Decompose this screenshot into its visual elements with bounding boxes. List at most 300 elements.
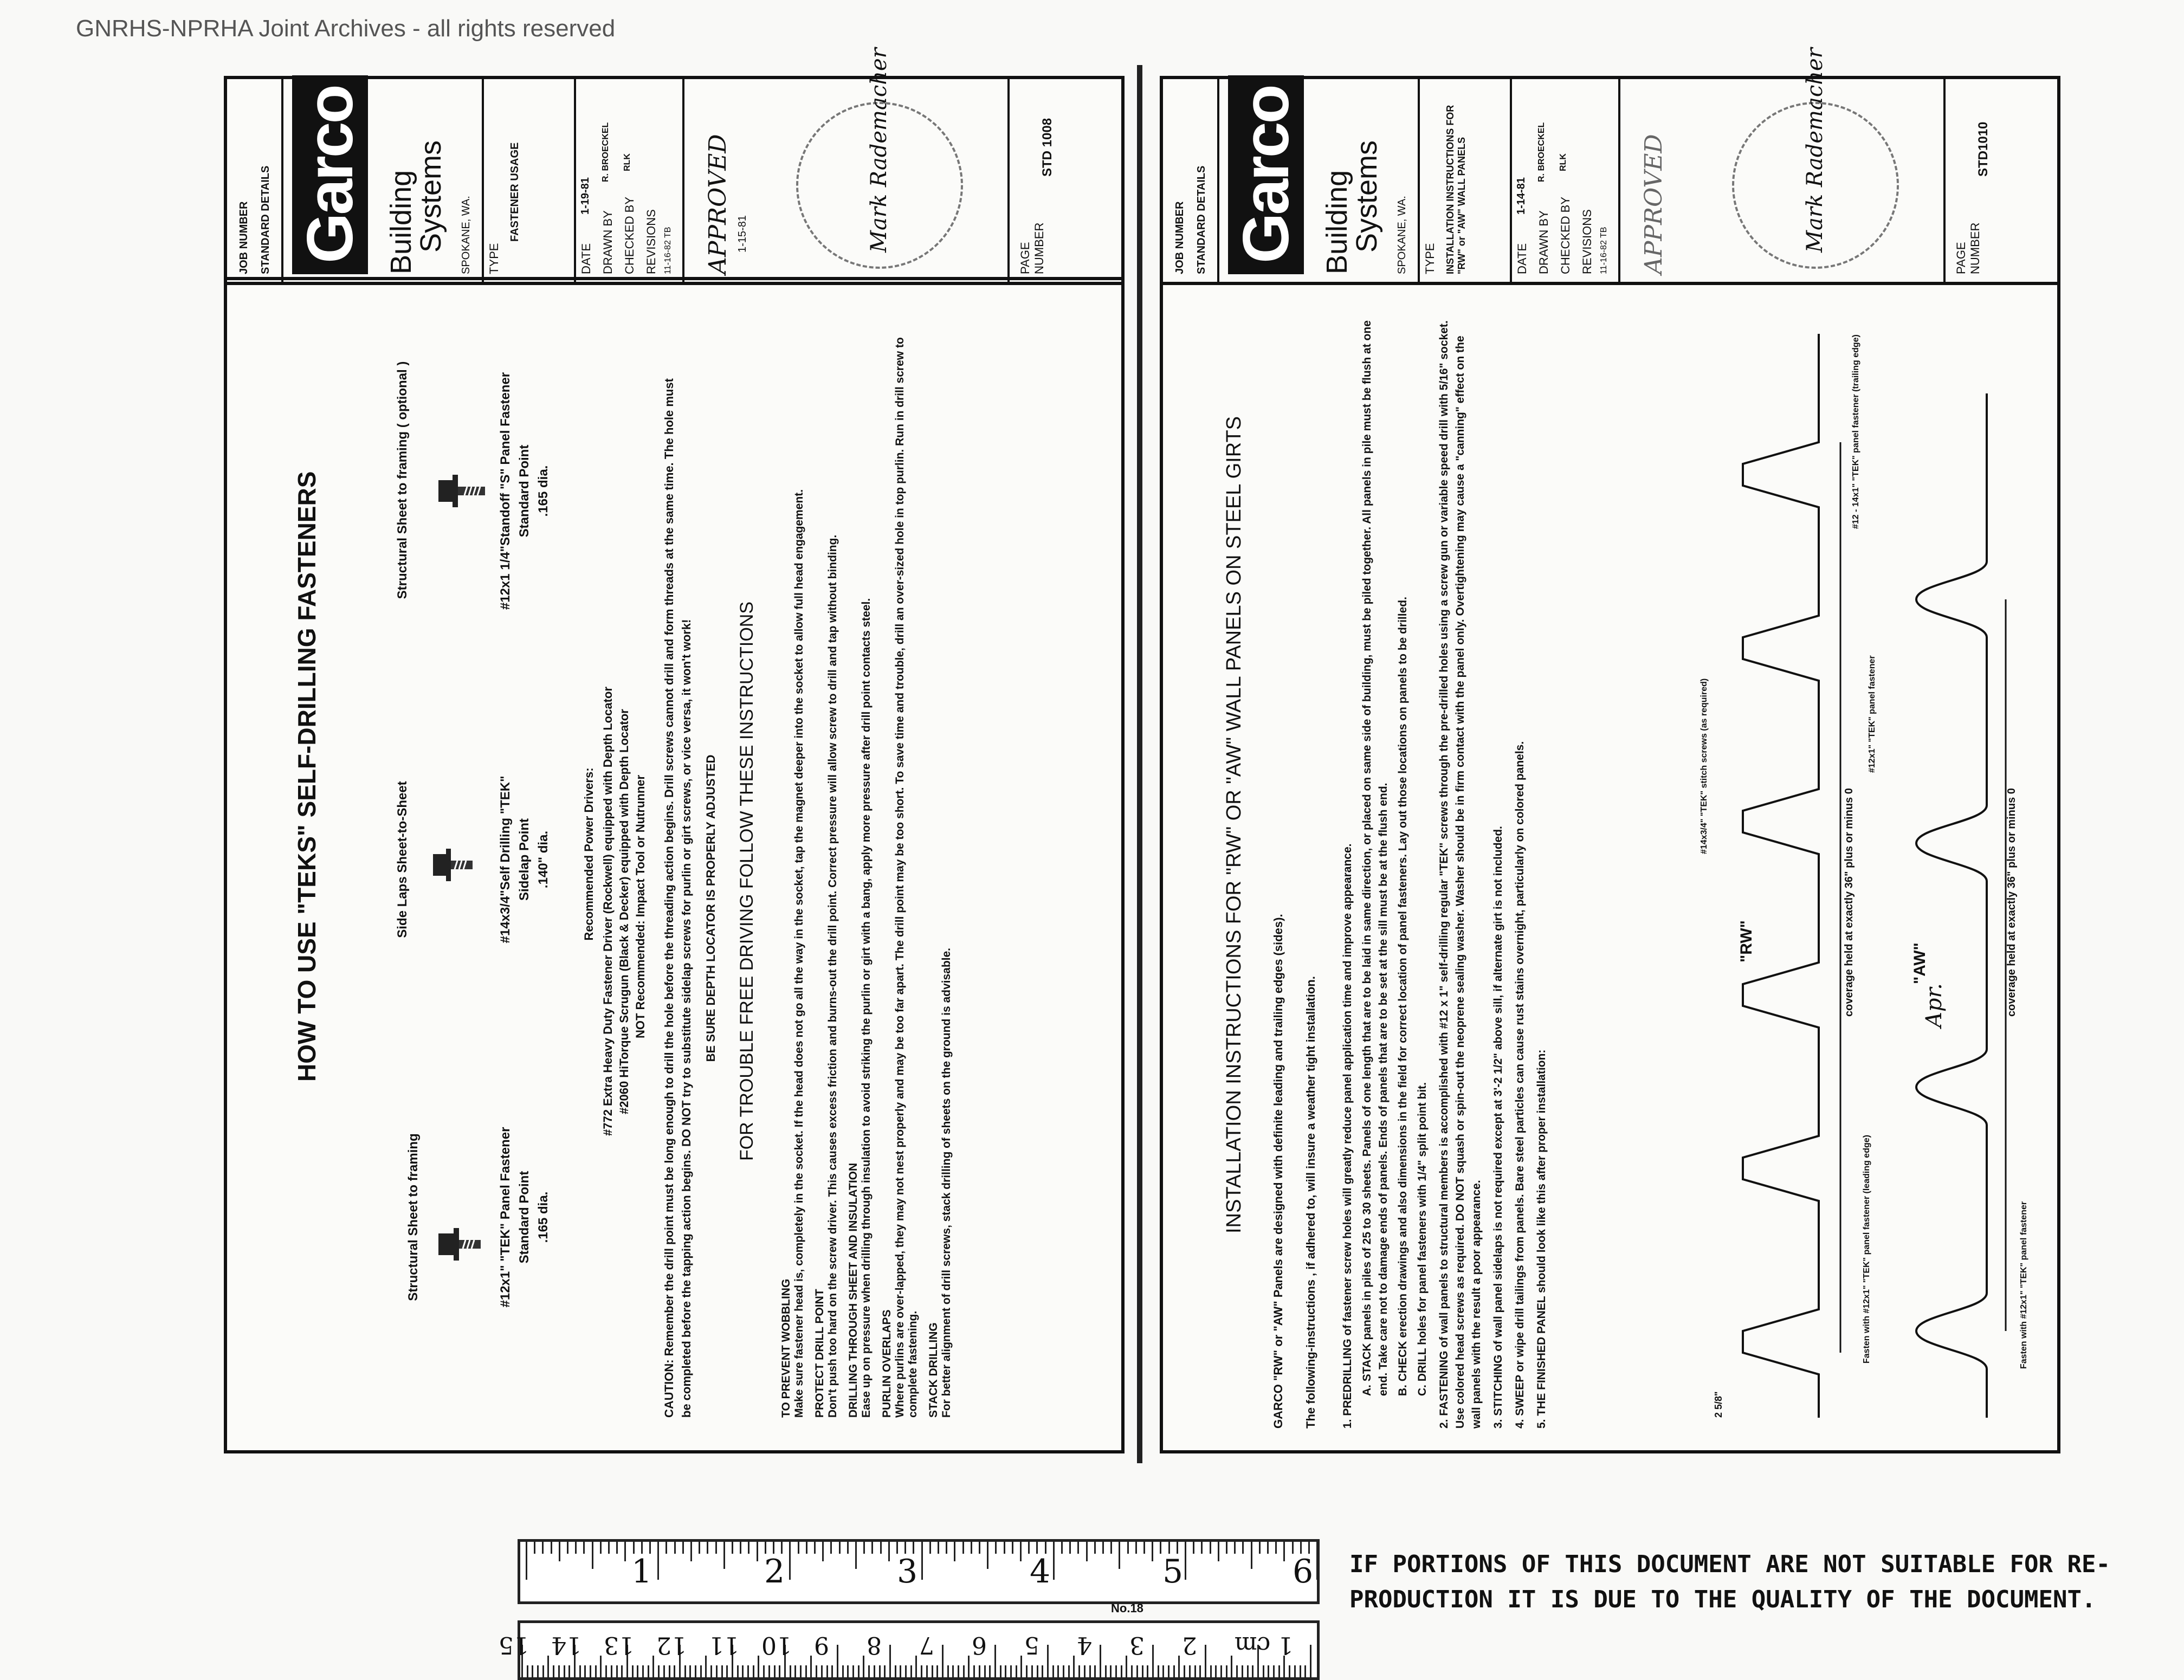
standard-details-label: STANDARD DETAILS xyxy=(1196,165,1207,274)
cm-tick xyxy=(590,1665,591,1677)
cm-tick xyxy=(910,1665,912,1677)
revisions-label: REVISIONS xyxy=(644,209,658,274)
cm-labels xyxy=(499,1631,1314,1664)
cm-tick xyxy=(984,1665,986,1677)
step-text: DRILL holes for panel fasteners with 1/4" split point bit. xyxy=(1416,1082,1429,1382)
inch-tick xyxy=(1283,1542,1285,1561)
inch-tick xyxy=(855,1542,857,1569)
standoff-screw-icon xyxy=(433,453,493,529)
inch-label-2: 2 xyxy=(764,1553,785,1591)
cm-label: 13 xyxy=(604,1631,634,1659)
cm-tick xyxy=(1094,1665,1096,1677)
cm-tick xyxy=(1268,1665,1269,1677)
notice-line-1: IF PORTIONS OF THIS DOCUMENT ARE NOT SUITABLE FOR RE- xyxy=(1349,1550,2110,1578)
inch-tick xyxy=(987,1542,988,1569)
cm-tick xyxy=(542,1665,544,1677)
cm-tick xyxy=(1162,1665,1164,1677)
signature: Mark Rademacher xyxy=(867,48,891,253)
rw-stitch: #14x3/4" "TEK" stitch screws (as required) xyxy=(1700,678,1709,854)
inch-tick xyxy=(608,1542,610,1554)
cm-tick xyxy=(1278,1665,1280,1677)
cm-tick xyxy=(774,1665,776,1677)
cm-tick xyxy=(753,1665,754,1677)
cm-tick xyxy=(847,1665,849,1677)
inch-tick xyxy=(1077,1542,1079,1554)
cm-label: 15 xyxy=(499,1631,529,1659)
inch-label-1: 1 xyxy=(631,1553,652,1591)
inch-tick xyxy=(592,1542,593,1569)
type-value: FASTENER USAGE xyxy=(509,142,521,242)
cm-tick xyxy=(605,1665,607,1677)
inch-tick xyxy=(971,1542,972,1554)
cm-tick xyxy=(1063,1665,1064,1677)
inch-tick xyxy=(1275,1542,1277,1554)
checked-by-label: CHECKED BY xyxy=(1559,196,1572,274)
cm-label: 1 cm xyxy=(1235,1631,1294,1659)
fastener-use-3: Structural Sheet to framing ( optional ) xyxy=(395,361,410,599)
cm-tick xyxy=(805,1665,807,1677)
left-title-block-area xyxy=(227,48,1121,285)
fastener-name-2: #14x3/4"Self Drilling "TEK" xyxy=(498,776,513,944)
building-label: Building xyxy=(1321,170,1353,274)
inch-tick xyxy=(1168,1542,1170,1554)
garco-logo: Garco xyxy=(292,75,368,274)
fastener-dia-1: .165 dia. xyxy=(536,1191,551,1243)
instructions-list xyxy=(774,334,953,1418)
cm-tick xyxy=(1016,1665,1017,1677)
inch-tick xyxy=(723,1542,725,1569)
cm-tick xyxy=(726,1665,728,1677)
cm-tick xyxy=(669,1665,670,1677)
step-text: STITCHING of wall panel sidelaps is not required except at 3'-2 1/2" above sill, if alternate girt is not included. xyxy=(1492,826,1504,1416)
drawn-by-value: R. BROECKEL xyxy=(601,122,610,182)
inch-tick xyxy=(1110,1542,1112,1554)
building-label: Building xyxy=(385,170,417,274)
inch-tick xyxy=(1300,1542,1302,1554)
inch-tick xyxy=(1069,1542,1071,1554)
inch-tick xyxy=(633,1542,635,1554)
intro-1: GARCO "RW" or "AW" Panels are designed with definite leading and trailing edges (sides). xyxy=(1271,914,1285,1429)
inch-tick xyxy=(896,1542,898,1554)
cm-tick xyxy=(1010,1665,1012,1677)
instruction-text: Make sure fastener head is, completely in the socket. If the head does not go all the way in the socket, tap the magnet deeper into the socket to allow full head engagement. xyxy=(793,489,805,1418)
instruction-heading: PURLIN OVERLAPS xyxy=(881,1309,893,1418)
inch-tick xyxy=(1210,1542,1211,1554)
fastener-dia-2: .140" dia. xyxy=(536,830,551,889)
inch-tick xyxy=(789,1542,791,1580)
cm-tick xyxy=(1110,1665,1112,1677)
inch-tick xyxy=(699,1542,700,1554)
inch-tick xyxy=(641,1542,643,1554)
inch-tick xyxy=(1045,1542,1046,1554)
instruction-heading: PROTECT DRILL POINT xyxy=(813,1289,826,1418)
cm-tick xyxy=(642,1665,644,1677)
cm-label: 5 xyxy=(1024,1631,1039,1659)
right-drawing-area xyxy=(1163,282,2057,1450)
inch-tick xyxy=(567,1542,568,1554)
cm-tick xyxy=(1057,1665,1059,1677)
cm-tick xyxy=(794,1665,796,1677)
aw-panel-profile xyxy=(1884,307,2014,1418)
inch-tick xyxy=(748,1542,749,1554)
signature: Mark Rademacher xyxy=(1802,48,1827,253)
cm-label: 10 xyxy=(761,1631,792,1659)
inch-tick xyxy=(1004,1542,1005,1554)
right-drawing-sheet xyxy=(1160,48,2060,1453)
fastener-point-1: Standard Point xyxy=(517,1171,532,1264)
cm-tick xyxy=(621,1665,623,1677)
cm-tick xyxy=(1042,1665,1043,1677)
step-text: PREDRILLING of fastener screw holes will greatly reduce panel application time and improve appearance. xyxy=(1341,843,1354,1416)
type-label: TYPE xyxy=(1423,243,1437,274)
fastener-use-2: Side Laps Sheet-to-Sheet xyxy=(395,781,410,938)
fastener-dia-3: .165 dia. xyxy=(536,465,551,517)
cm-tick xyxy=(800,1665,802,1677)
inch-ruler xyxy=(518,1539,1320,1604)
cm-tick xyxy=(1199,1665,1201,1677)
cm-tick xyxy=(1089,1665,1091,1677)
intro-2: The following-instructions , if adhered to, will insure a weather tight installation. xyxy=(1304,976,1317,1429)
cm-tick xyxy=(1226,1665,1227,1677)
inch-label-6: 6 xyxy=(1293,1553,1314,1591)
type-label: TYPE xyxy=(487,243,501,274)
cm-tick xyxy=(1215,1665,1217,1677)
cm-tick xyxy=(926,1665,928,1677)
location-label: SPOKANE, WA. xyxy=(1396,196,1408,274)
cm-tick xyxy=(595,1665,597,1677)
right-title-block-area xyxy=(1163,48,2057,285)
fastener-use-1: Structural Sheet to framing xyxy=(406,1133,421,1301)
cm-tick xyxy=(584,1665,586,1677)
cm-tick xyxy=(648,1665,649,1677)
inch-tick xyxy=(839,1542,841,1554)
inch-tick xyxy=(1193,1542,1194,1554)
step-text: SWEEP or wipe drill tailings from panels. Bare steel particles can cause rust stains overnight, particularly on colored panels. xyxy=(1514,741,1526,1416)
aw-label: "AW" xyxy=(1911,942,1929,984)
inch-tick xyxy=(1036,1542,1038,1554)
instruction-text: Don't push too hard on the screw driver. This causes excess friction and burns-out the drill point. Correct pressure will allow screw to drill and tap without binding. xyxy=(826,534,839,1418)
cm-tick xyxy=(1263,1665,1264,1677)
cm-tick xyxy=(616,1665,618,1677)
rw-dim: 2 5/8" xyxy=(1713,1391,1724,1418)
cm-tick xyxy=(1173,1665,1175,1677)
tek-screw-icon xyxy=(433,1206,487,1282)
cm-tick xyxy=(763,1665,765,1677)
job-number-label: JOB NUMBER xyxy=(238,201,250,274)
fastener-name-1: #12x1" "TEK" Panel Fastener xyxy=(498,1127,513,1308)
inch-tick xyxy=(1094,1542,1096,1554)
cm-tick xyxy=(1026,1665,1028,1677)
left-drawing-sheet xyxy=(224,48,1125,1453)
cm-label: 3 xyxy=(1129,1631,1145,1659)
inch-tick xyxy=(1201,1542,1203,1554)
step-text: CHECK erection drawings and also dimensions in the field for correct location of panel fasteners. Lay out those locations on panels to be drilled. xyxy=(1397,597,1409,1382)
inch-tick xyxy=(1234,1542,1236,1554)
inch-tick xyxy=(1218,1542,1219,1561)
inch-tick xyxy=(929,1542,931,1554)
cm-tick xyxy=(900,1665,901,1677)
inch-tick xyxy=(781,1542,783,1554)
cm-tick xyxy=(684,1665,686,1677)
cm-tick xyxy=(689,1665,691,1677)
inch-tick xyxy=(946,1542,947,1554)
cm-tick xyxy=(973,1665,975,1677)
cm-tick xyxy=(747,1665,749,1677)
cm-tick xyxy=(721,1665,723,1677)
cm-tick xyxy=(663,1665,665,1677)
cm-tick xyxy=(768,1665,770,1677)
inch-tick xyxy=(624,1542,626,1561)
inch-tick xyxy=(1127,1542,1129,1554)
cm-tick xyxy=(858,1665,860,1677)
inch-tick xyxy=(1259,1542,1261,1554)
inch-tick xyxy=(1292,1542,1294,1554)
drawn-by-label: DRAWN BY xyxy=(1537,210,1550,274)
cm-tick xyxy=(826,1665,828,1677)
cm-label: 6 xyxy=(972,1631,987,1659)
instruction-text: Ease up on pressure when drilling through insulation to avoid striking the purlin or girt with a bang, apply more pressure after drill point contacts steel. xyxy=(860,598,873,1418)
inch-tick xyxy=(806,1542,807,1554)
cm-tick xyxy=(947,1665,949,1677)
cm-tick xyxy=(1068,1665,1070,1677)
cm-tick xyxy=(1078,1665,1080,1677)
date-label: DATE xyxy=(1515,243,1529,274)
cm-tick xyxy=(1147,1665,1148,1677)
inch-tick xyxy=(871,1542,873,1554)
cm-tick xyxy=(737,1665,739,1677)
inch-label-3: 3 xyxy=(897,1553,918,1591)
inch-tick xyxy=(1053,1542,1055,1580)
instruction-heading: DRILLING THROUGH SHEET AND INSULATION xyxy=(847,1162,860,1418)
inch-tick xyxy=(1316,1542,1318,1580)
inch-tick xyxy=(798,1542,799,1554)
cm-tick xyxy=(611,1665,612,1677)
cm-tick xyxy=(1005,1665,1006,1677)
instruction-text: Where purlins are over-lapped, they may not nest properly and may be too far apart. The drill point may be too short. To save time and trouble, drill an over-sized hole in top purlin. Run in drill screw to complete fastening. xyxy=(894,337,919,1418)
cm-tick xyxy=(564,1665,565,1677)
cm-tick xyxy=(1236,1665,1238,1677)
instruction-heading: TO PREVENT WOBBLING xyxy=(780,1278,792,1418)
cm-tick xyxy=(895,1665,896,1677)
inch-tick xyxy=(600,1542,602,1554)
inch-label-4: 4 xyxy=(1030,1553,1051,1591)
inch-tick xyxy=(682,1542,684,1554)
step-number: 2. xyxy=(1438,1419,1450,1429)
cm-tick xyxy=(1252,1665,1253,1677)
inch-tick xyxy=(773,1542,774,1554)
sidelap-screw-icon xyxy=(428,827,482,903)
cm-tick xyxy=(716,1665,718,1677)
inch-tick xyxy=(1185,1542,1186,1580)
inch-tick xyxy=(534,1542,535,1554)
cm-tick xyxy=(1158,1665,1159,1677)
cm-tick xyxy=(790,1665,791,1677)
location-label: SPOKANE, WA. xyxy=(460,196,472,274)
approved-date: 1-15-81 xyxy=(736,215,748,253)
cm-label: 9 xyxy=(814,1631,829,1659)
cm-tick xyxy=(958,1665,959,1677)
inch-tick xyxy=(1152,1542,1153,1561)
trouble-heading: FOR TROUBLE FREE DRIVING FOLLOW THESE INSTRUCTIONS xyxy=(736,601,757,1161)
inch-tick xyxy=(979,1542,980,1554)
cm-tick xyxy=(1105,1665,1107,1677)
inch-tick xyxy=(863,1542,865,1554)
cm-label: 14 xyxy=(551,1631,581,1659)
left-sheet-rotated xyxy=(227,48,1121,1450)
cm-tick xyxy=(1304,1665,1306,1677)
left-title: HOW TO USE "TEKS" SELF-DRILLING FASTENERS xyxy=(293,471,321,1082)
inch-tick xyxy=(847,1542,849,1554)
page-number-value: STD1010 xyxy=(1976,121,1991,177)
standard-details-label: STANDARD DETAILS xyxy=(260,165,272,274)
cm-tick xyxy=(932,1665,933,1677)
type-value: INSTALLATION INSTRUCTIONS FOR "RW" or "AW" WALL PANELS xyxy=(1445,105,1467,274)
inch-tick xyxy=(1119,1542,1120,1569)
inch-tick xyxy=(1143,1542,1145,1554)
cm-tick xyxy=(831,1665,833,1677)
inch-tick xyxy=(526,1542,527,1580)
cm-tick xyxy=(779,1665,780,1677)
cm-tick xyxy=(1289,1665,1290,1677)
rw-panel-profile xyxy=(1710,307,1851,1418)
inch-tick xyxy=(938,1542,939,1554)
cm-tick xyxy=(979,1665,980,1677)
inch-tick xyxy=(1160,1542,1161,1554)
inch-tick xyxy=(1020,1542,1022,1561)
inch-tick xyxy=(1135,1542,1137,1554)
cm-tick xyxy=(632,1665,634,1677)
rw-leading: Fasten with #12x1" "TEK" panel fastener (leading edge) xyxy=(1862,1135,1871,1364)
checked-by-label: CHECKED BY xyxy=(623,196,636,274)
revisions-label: REVISIONS xyxy=(1580,209,1594,274)
cm-tick xyxy=(553,1665,554,1677)
cm-tick xyxy=(952,1665,954,1677)
cm-tick xyxy=(742,1665,744,1677)
inch-tick xyxy=(954,1542,955,1561)
cm-tick xyxy=(879,1665,881,1677)
ruler-model: No.18 xyxy=(1111,1601,1143,1615)
inch-tick xyxy=(921,1542,923,1580)
inch-tick xyxy=(665,1542,667,1554)
step-text: THE FINISHED PANEL should look like this after proper installation: xyxy=(1535,1049,1548,1416)
cm-tick xyxy=(936,1665,938,1677)
systems-label: Systems xyxy=(1351,140,1383,253)
inch-tick xyxy=(542,1542,544,1554)
inch-tick xyxy=(657,1542,659,1580)
aw-coverage: coverage held at exactly 36" plus or minus 0 xyxy=(2006,788,2018,1017)
cm-tick xyxy=(868,1665,870,1677)
cm-tick xyxy=(1052,1665,1054,1677)
inch-tick xyxy=(715,1542,717,1554)
cm-tick xyxy=(1142,1665,1143,1677)
inch-tick xyxy=(690,1542,692,1561)
left-drawing-area xyxy=(227,282,1121,1450)
inch-tick xyxy=(822,1542,824,1561)
inch-tick xyxy=(740,1542,741,1554)
cm-tick xyxy=(1189,1665,1191,1677)
inch-tick xyxy=(551,1542,552,1554)
cm-tick xyxy=(527,1665,528,1677)
cm-label: 2 xyxy=(1182,1631,1197,1659)
cm-tick xyxy=(821,1665,823,1677)
cm-tick xyxy=(1210,1665,1212,1677)
inch-tick xyxy=(1177,1542,1178,1554)
cm-tick xyxy=(1121,1665,1122,1677)
cm-tick xyxy=(658,1665,660,1677)
step-number: 1. xyxy=(1341,1419,1354,1429)
checked-by-value: RLK xyxy=(623,153,632,171)
cm-label: 7 xyxy=(919,1631,934,1659)
cm-label: 12 xyxy=(656,1631,687,1659)
garco-logo: Garco xyxy=(1228,75,1304,274)
driver-3: NOT Recommended: Impact Tool or Nutrunner xyxy=(634,774,647,1038)
cm-tick xyxy=(558,1665,560,1677)
instruction-text: For better alignment of drill screws, stack drilling of sheets on the ground is advisable. xyxy=(940,947,953,1418)
cm-tick xyxy=(1131,1665,1133,1677)
rw-panel-fastener: #12 - 14x1" "TEK" panel fastener (trailing edge) xyxy=(1851,334,1860,529)
step-number: 3. xyxy=(1492,1419,1504,1429)
inch-tick xyxy=(583,1542,585,1554)
cm-tick xyxy=(579,1665,581,1677)
fastener-point-3: Standard Point xyxy=(517,444,532,538)
inch-tick xyxy=(1267,1542,1269,1554)
inch-tick xyxy=(649,1542,651,1554)
inch-tick xyxy=(1242,1542,1244,1554)
inch-tick xyxy=(962,1542,964,1554)
page-number-label: PAGE NUMBER xyxy=(1954,222,1982,274)
revisions-value: 11-16-82 TB xyxy=(663,227,673,274)
right-sheet-rotated xyxy=(1163,48,2057,1450)
step-number: 4. xyxy=(1514,1419,1526,1429)
cm-tick xyxy=(1115,1665,1117,1677)
cm-tick xyxy=(989,1665,991,1677)
rw-coverage: coverage held at exactly 36" plus or minus 0 xyxy=(1843,788,1855,1017)
cm-tick xyxy=(637,1665,638,1677)
cm-tick xyxy=(852,1665,854,1677)
notice-line-2: PRODUCTION IT IS DUE TO THE QUALITY OF THE DOCUMENT. xyxy=(1349,1586,2096,1613)
job-number-label: JOB NUMBER xyxy=(1174,201,1186,274)
cm-tick xyxy=(1294,1665,1296,1677)
date-value: 1-19-81 xyxy=(579,177,591,215)
inch-tick xyxy=(913,1542,914,1554)
rw-label: "RW" xyxy=(1737,920,1755,962)
inch-tick xyxy=(559,1542,560,1561)
cm-tick xyxy=(710,1665,712,1677)
systems-label: Systems xyxy=(415,140,447,253)
step-number: 5. xyxy=(1535,1419,1548,1429)
cm-label: 4 xyxy=(1077,1631,1092,1659)
inch-tick xyxy=(1308,1542,1310,1554)
cm-tick xyxy=(1220,1665,1222,1677)
cm-label: 11 xyxy=(709,1631,739,1659)
cm-tick xyxy=(963,1665,965,1677)
approved-stamp: APPROVED xyxy=(704,134,732,274)
cm-tick xyxy=(700,1665,702,1677)
inch-tick xyxy=(1028,1542,1030,1554)
cm-tick xyxy=(1000,1665,1001,1677)
caution-text: CAUTION: Remember the drill point must be long enough to drill the hole before the threading action begins. Drill screws cannot drill and form threads at the same time. The hole must be completed before the tapping action begins. DO NOT try to substitute sidelap screws for purlin or girt screws, or vice versa, it won't work! xyxy=(662,378,693,1418)
inch-tick xyxy=(575,1542,577,1554)
cm-tick xyxy=(1194,1665,1196,1677)
instruction-heading: STACK DRILLING xyxy=(927,1322,940,1418)
driver-2: #2060 HiTorque Scrugun (Black & Decker) equipped with Depth Locator xyxy=(617,709,631,1114)
revisions-value: 11-16-82 TB xyxy=(1599,227,1608,274)
inch-tick xyxy=(830,1542,832,1554)
cm-tick xyxy=(905,1665,907,1677)
cm-tick xyxy=(537,1665,539,1677)
cm-tick xyxy=(816,1665,817,1677)
cm-tick xyxy=(1247,1665,1249,1677)
